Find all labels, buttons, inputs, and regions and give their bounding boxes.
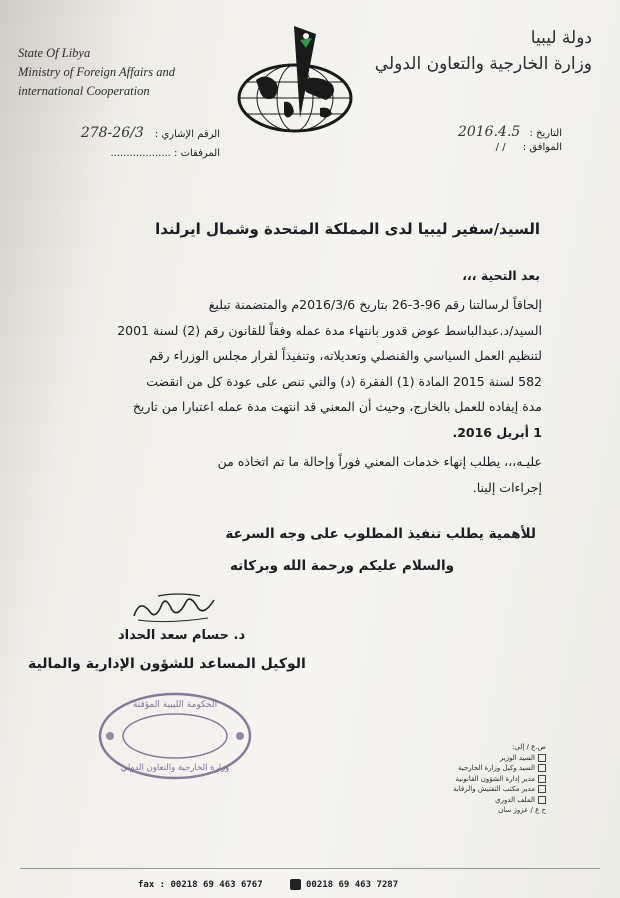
arabic-state-name: دولة ليبيا: [530, 28, 592, 48]
date-value: 2016.4.5: [457, 124, 521, 140]
checkbox-icon: [538, 764, 546, 772]
reference-number-row: [30, 125, 220, 141]
distribution-item-label: مدير مكتب التفتيش والرقابة: [453, 785, 535, 793]
english-letterhead-line-2: Ministry of Foreign Affairs and: [18, 65, 175, 79]
distribution-item-label: السيد الوزير: [499, 753, 535, 762]
greeting: بعد التحية ،،،: [462, 268, 540, 283]
request-line: إجراءات إلينا.: [472, 479, 542, 495]
ministry-globe-emblem-icon: [234, 18, 356, 136]
distribution-item: [378, 753, 546, 764]
date-label: التاريخ :: [529, 128, 562, 139]
attachments-row: [30, 148, 220, 159]
addressee-line: السيد/سفير ليبيا لدى المملكة المتحدة وشمال ايرلندا: [155, 220, 540, 238]
signatory-title: الوكيل المساعد للشؤون الإدارية والمالية: [28, 656, 306, 672]
body-line: 1 أبريل 2016.: [452, 424, 542, 440]
signatory-name: د. حسام سعد الحداد: [118, 628, 246, 643]
checkbox-icon: [538, 775, 546, 783]
body-line: مدة إيفاده للعمل بالخارج، وحيث أن المعني قد انتهت مدة عمله اعتبارا من تاريخ: [132, 399, 542, 414]
reference-label: الرقم الإشاري :: [154, 129, 220, 140]
distribution-header: ص.ع / إلى:: [512, 743, 546, 751]
distribution-footer: ح ع / عزوز سان: [498, 806, 546, 814]
handwritten-signature-icon: [128, 590, 228, 626]
body-line: السيد/د.عبدالباسط عوض قدور بانتهاء مدة عمله وفقاً للقانون رقم (2) لسنة 2001: [117, 322, 542, 338]
phone-number: 00218 69 463 7287: [306, 880, 399, 890]
english-letterhead-line-3: international Cooperation: [18, 84, 150, 98]
salutation-line: والسلام عليكم ورحمة الله وبركاته: [229, 558, 454, 574]
reference-value: 26/3-278: [80, 125, 144, 141]
letter-body: [72, 292, 542, 500]
stamp-bottom-text: وزارة الخارجية والتعاون الدولي: [120, 763, 230, 773]
body-line: لتنظيم العمل السياسي والقنصلي وتعديلاته، وتنفيذاً لقرار مجلس الوزراء رقم: [149, 348, 542, 363]
english-letterhead-line-1: State Of Libya: [18, 46, 91, 60]
fax-number: fax : 00218 69 463 6767: [138, 880, 263, 890]
distribution-item-label: السيد وكيل وزارة الخارجية: [458, 764, 535, 772]
importance-line: للأهمية يطلب تنفيذ المطلوب على وجه السرعة: [225, 526, 536, 542]
corresponding-date-label: الموافق :: [522, 142, 562, 153]
distribution-item: [378, 774, 546, 785]
stamp-top-text: الحكومة الليبية المؤقتة: [132, 700, 218, 710]
distribution-item: [378, 763, 546, 774]
english-letterhead: [18, 44, 218, 101]
checkbox-icon: [538, 785, 546, 793]
checkbox-icon: [538, 796, 546, 804]
phone-icon: [290, 879, 301, 890]
corresponding-date-row: [496, 142, 562, 153]
official-stamp-seal-icon: [96, 690, 254, 782]
distribution-item: [378, 784, 546, 795]
arabic-ministry-name: وزارة الخارجية والتعاون الدولي: [374, 54, 592, 74]
checkbox-icon: [538, 754, 546, 762]
attachments-label: المرفقات : ...................: [110, 148, 220, 159]
distribution-list: [378, 742, 546, 816]
distribution-item: [378, 795, 546, 806]
footer-divider: [20, 868, 600, 869]
body-line: 582 لسنة 2015 المادة (1) الفقرة (د) والتي تنص على عودة كل من انقضت: [146, 373, 542, 389]
corresponding-date-value: / /: [495, 142, 506, 153]
distribution-item-label: مدير إدارة الشؤون القانونية: [455, 774, 535, 783]
body-line: إلحاقاً لرسالتنا رقم 96-3-26 بتاريخ 2016/3/6م والمتضمنة تبليغ: [208, 297, 542, 312]
date-row: [458, 124, 562, 140]
request-line: عليـه،،، يطلب إنهاء خدمات المعني فوراً وإحالة ما تم اتخاذه من: [217, 454, 542, 469]
distribution-item-label: الملف الدوري: [495, 795, 535, 804]
